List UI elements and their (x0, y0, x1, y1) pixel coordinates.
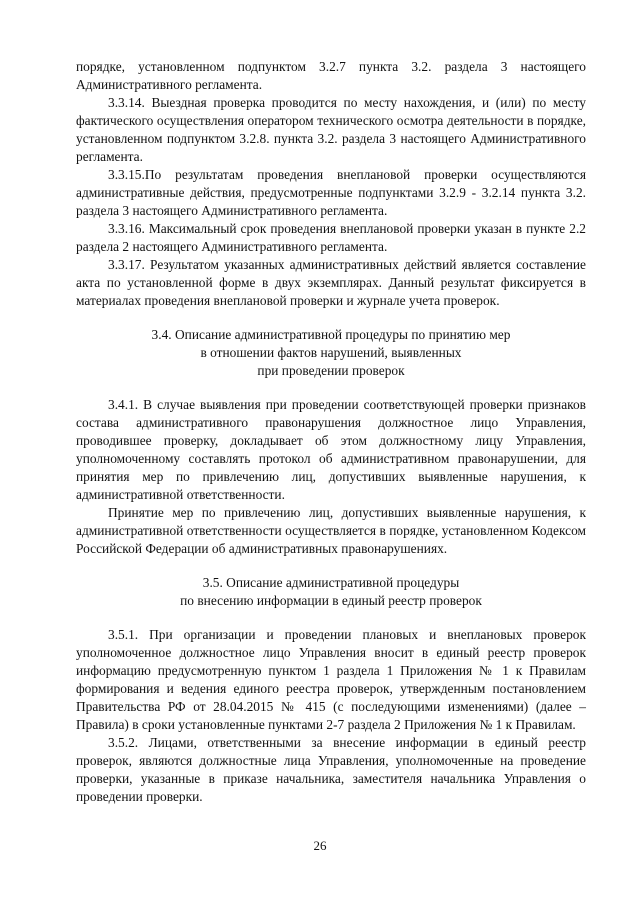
section-3-4-heading-line-2: в отношении фактов нарушений, выявленных (200, 345, 462, 360)
page-number: 26 (313, 838, 327, 853)
paragraph-continuation: порядке, установленном подпунктом 3.2.7 пункта 3.2. раздела 3 настоящего Административного регламента. (76, 59, 586, 92)
section-3-4-heading (76, 326, 586, 380)
section-3-5-heading-line-1: 3.5. Описание административной процедуры (202, 575, 460, 590)
section-3-4-heading-line-3: при проведении проверок (257, 363, 405, 378)
section-3-5-heading (76, 574, 586, 610)
paragraph-3-3-16: 3.3.16. Максимальный срок проведения внеплановой проверки указан в пункте 2.2 раздела 2 настоящего Административного регламента. (76, 221, 586, 254)
paragraph-3-3-17: 3.3.17. Результатом указанных административных действий является составление акта по установленной форме в двух экземплярах. Данный результат фиксируется в материалах проведения внеплановой проверки и журнале учета проверок. (76, 257, 586, 308)
section-3-4-heading-line-1: 3.4. Описание административной процедуры по принятию мер (151, 327, 511, 342)
paragraph-3-4-1: 3.4.1. В случае выявления при проведении соответствующей проверки признаков состава административного правонарушения должностное лицо Управления, проводившее проверку, докладывает об этом должностному лицу Управления, уполномоченному составлять протокол об административном правонарушении, для принятия мер по привлечению лиц, допустивших выявленные нарушения, к административной ответственности. (76, 397, 586, 502)
paragraph-3-4-1-continued: Принятие мер по привлечению лиц, допустивших выявленные нарушения, к административной ответственности осуществляется в порядке, установленном Кодексом Российской Федерации об административных правонарушениях. (76, 505, 586, 556)
paragraph-3-5-2: 3.5.2. Лицами, ответственными за внесение информации в единый реестр проверок, являются должностные лица Управления, уполномоченные на проведение проверки, указанные в приказе начальника, заместителя начальника Управления о проведении проверки. (76, 735, 586, 804)
section-3-5-heading-line-2: по внесению информации в единый реестр проверок (180, 593, 482, 608)
paragraph-3-3-15: 3.3.15.По результатам проведения внеплановой проверки осуществляются административные действия, предусмотренные подпунктами 3.2.9 - 3.2.14 пункта 3.2. раздела 3 настоящего Административного регламента. (76, 167, 586, 218)
paragraph-3-3-14: 3.3.14. Выездная проверка проводится по месту нахождения, и (или) по месту фактического осуществления оператором технического осмотра деятельности в порядке, установленном подпунктом 3.2.8. пункта 3.2. раздела 3 настоящего Административного регламента. (76, 95, 586, 164)
document-body (76, 58, 586, 806)
paragraph-3-5-1: 3.5.1. При организации и проведении плановых и внеплановых проверок уполномоченное должностное лицо Управления вносит в единый реестр проверок информацию предусмотренную пунктом 1 раздела 1 Приложения № 1 к Правилам формирования и ведения единого реестра проверок, утвержденным постановлением Правительства РФ от 28.04.2015 № 415 (с последующими изменениями) (далее – Правила) в сроки установленные пунктами 2-7 раздела 2 Приложения № 1 к Правилам. (76, 627, 586, 732)
